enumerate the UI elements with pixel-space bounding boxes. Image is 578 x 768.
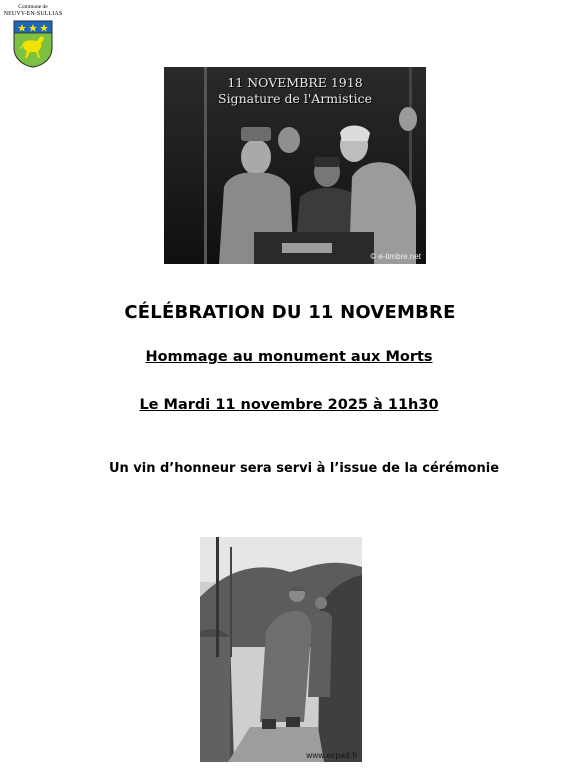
armistice-photo <box>164 67 426 264</box>
commune-header <box>0 4 66 18</box>
reception-note: Un vin d’honneur sera servi à l’issue de la cérémonie <box>108 461 500 476</box>
trench-photo-image <box>200 537 362 762</box>
photo-credit-bottom: www.ecpad.fr <box>306 751 358 760</box>
commune-label: Commune de <box>18 4 48 10</box>
page-title-text: CÉLÉBRATION DU 11 NOVEMBRE <box>124 302 456 323</box>
trench-photo <box>200 537 362 762</box>
page-title <box>0 302 578 323</box>
commune-name: NEUVY-EN-SULLIAS <box>3 11 63 17</box>
event-subtitle: Hommage au monument aux Morts <box>145 349 433 365</box>
photo-caption-line1: 11 NOVEMBRE 1918 <box>227 75 363 90</box>
photo-caption-line2: Signature de l'Armistice <box>218 91 372 106</box>
photo-caption <box>164 75 426 107</box>
coat-of-arms-horse-icon <box>13 20 53 68</box>
photo-credit: © e-timbre.net <box>370 252 421 261</box>
event-date: Le Mardi 11 novembre 2025 à 11h30 <box>139 397 439 413</box>
